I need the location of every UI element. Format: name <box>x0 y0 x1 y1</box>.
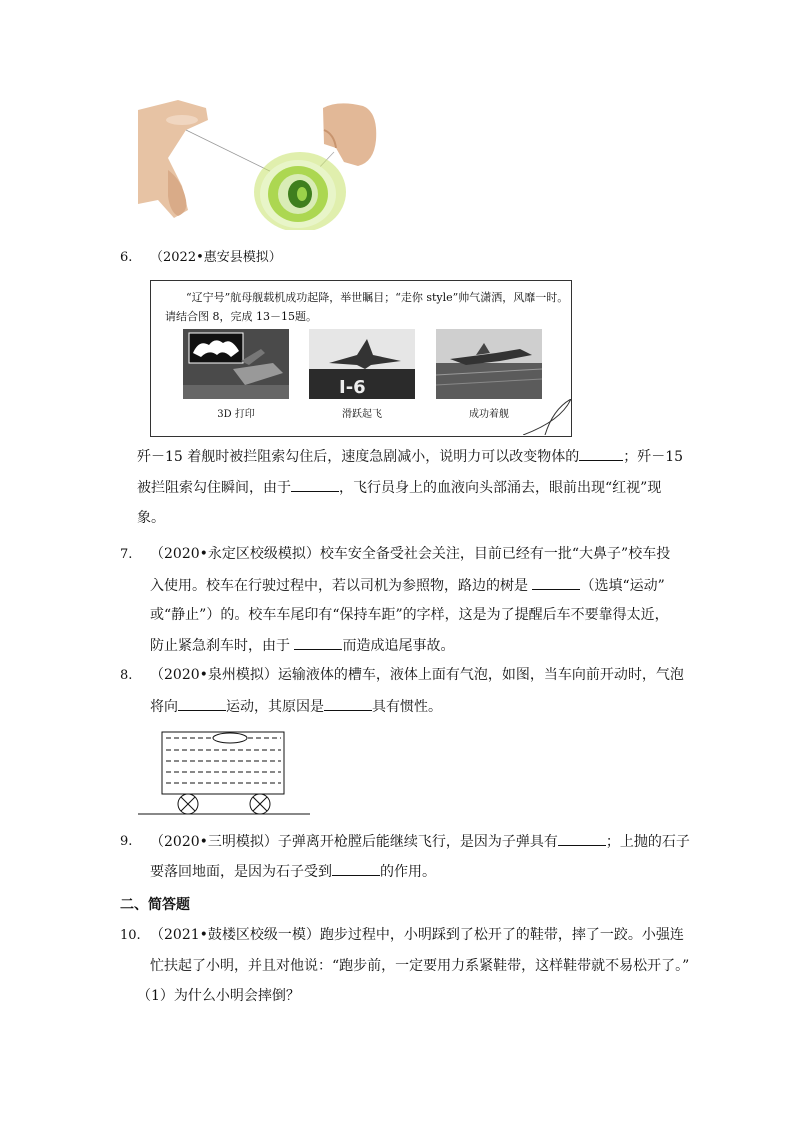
q7-line2 <box>150 575 665 596</box>
left-wheel <box>178 794 198 814</box>
q7-blank1[interactable] <box>532 575 580 590</box>
section-heading-short-answer: 二、简答题 <box>120 897 190 913</box>
q10-line1: （2021•鼓楼区校级一模）跑步过程中，小明踩到了松开了的鞋带，摔了一跤。小强连 <box>150 927 684 943</box>
q6-line1-end: ；歼－15 <box>623 449 684 465</box>
q7-line4 <box>150 635 454 656</box>
q6-line3: 象。 <box>137 510 165 526</box>
q6-blank2[interactable] <box>291 477 339 492</box>
q6-line2-end: ，飞行员身上的血液向头部涌去，眼前出现“红视”现 <box>339 480 662 496</box>
figure-intro-line2: 请结合图 8，完成 13－15题。 <box>165 310 317 323</box>
q10-subquestion-1: （1）为什么小明会摔倒？ <box>137 988 300 1004</box>
q10-line2: 忙扶起了小明，并且对他说：“跑步前，一定要用力系紧鞋带，这样鞋带就不易松开了。” <box>150 958 690 974</box>
q7-line3: 或“静止”）的。校车车尾印有“保持车距”的字样，这是为了提醒后车不要靠得太近， <box>150 607 669 623</box>
q9-blank1[interactable] <box>558 831 606 846</box>
q8-line2-mid: 运动，其原因是 <box>226 699 324 715</box>
q8-line2 <box>150 696 442 717</box>
caption-landing: 成功着舰 <box>469 409 509 420</box>
caption-takeoff: 滑跃起飞 <box>342 409 382 420</box>
q6-line2-text: 被拦阻索勾住瞬间，由于 <box>137 480 291 496</box>
figure-photo-landing <box>436 329 542 399</box>
q6-number: 6. <box>120 250 133 265</box>
q6-source: （2022•惠安县模拟） <box>150 250 282 265</box>
q9-line2-text: 要落回地面，是因为石子受到 <box>150 864 332 880</box>
caption-3d-print: 3D 打印 <box>217 409 255 420</box>
q6-line1 <box>137 446 683 467</box>
q9-number: 9. <box>120 834 133 849</box>
q7-line4-text: 防止紧急刹车时，由于 <box>150 638 290 654</box>
q9-line1 <box>150 831 690 852</box>
q8-blank1[interactable] <box>178 696 226 711</box>
q8-number: 8. <box>120 668 133 683</box>
q6-figure-card <box>150 280 572 437</box>
yoyo-hands-image <box>138 100 378 230</box>
q9-blank2[interactable] <box>332 861 380 876</box>
figure-photo-takeoff <box>309 329 415 399</box>
q8-blank2[interactable] <box>324 696 372 711</box>
q6-blank1[interactable] <box>579 446 623 461</box>
page-curl-decoration <box>523 399 571 435</box>
jet-number-label: I-6 <box>339 377 366 398</box>
q7-line2-end: （选填“运动” <box>580 578 665 594</box>
q8-line2-end: 具有惯性。 <box>372 699 442 715</box>
q7-blank2[interactable] <box>294 635 342 650</box>
q9-line2-end: 的作用。 <box>380 864 436 880</box>
q6-line1-text: 歼－15 着舰时被拦阻索勾住后，速度急剧减小，说明力可以改变物体的 <box>137 449 580 465</box>
q7-line1: （2020•永定区校级模拟）校车安全备受社会关注，目前已经有一批“大鼻子”校车投 <box>150 546 671 562</box>
q6-line2 <box>137 477 661 498</box>
right-wheel <box>250 794 270 814</box>
q8-line2-text: 将向 <box>150 699 178 715</box>
figure-photo-3d-print <box>183 329 289 399</box>
tank-car-diagram <box>138 728 313 820</box>
q9-line1-text: （2020•三明模拟）子弹离开枪膛后能继续飞行，是因为子弹具有 <box>150 834 558 850</box>
figure-intro-line1: “辽宁号”航母舰载机成功起降，举世瞩目；“走你 style”帅气潇洒，风靡一时。 <box>186 291 569 304</box>
q10-number: 10. <box>120 928 141 943</box>
q9-line2 <box>150 861 436 882</box>
q7-number: 7. <box>120 547 133 562</box>
q7-line4-end: 而造成追尾事故。 <box>342 638 455 654</box>
q7-line2-text: 入使用。校车在行驶过程中，若以司机为参照物，路边的树是 <box>150 578 528 594</box>
q8-line1: （2020•泉州模拟）运输液体的槽车，液体上面有气泡，如图，当车向前开动时，气泡 <box>150 667 684 683</box>
q9-line1-end: ；上抛的石子 <box>605 834 690 850</box>
